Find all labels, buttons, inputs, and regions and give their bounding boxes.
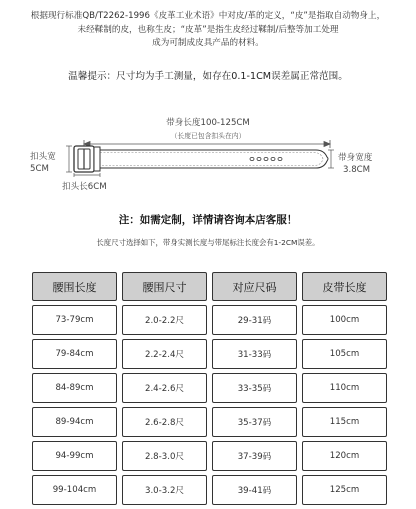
table-row: [32, 407, 387, 437]
table-row: [32, 475, 387, 505]
cell-pant-size: 37-39码: [212, 441, 297, 471]
cell-belt-length: 120cm: [302, 441, 387, 471]
cell-belt-length: 115cm: [302, 407, 387, 437]
header-waist-length: 腰围长度: [32, 272, 117, 301]
cell-waist-size: 3.0-3.2尺: [122, 475, 207, 505]
header-belt-length: 皮带长度: [302, 272, 387, 301]
intro-line-2: 未经鞣制的皮，也称生皮；“皮革”是指生皮经过鞣制/后整等加工处理: [77, 24, 339, 35]
length-dimension-line: [84, 140, 330, 148]
strap-width-value: 3.8CM: [343, 165, 371, 175]
cell-waist-size: 2.6-2.8尺: [122, 407, 207, 437]
cell-pant-size: 39-41码: [212, 475, 297, 505]
header-waist-size: 腰围尺寸: [122, 272, 207, 301]
strap-width-label: 带身宽度: [338, 153, 373, 163]
table-header-row: [32, 272, 387, 301]
buckle-width-dimension: [66, 146, 72, 172]
buckle-length-label: 扣头长6CM: [62, 182, 107, 192]
intro-line-1: 根据现行标准QB/T2262-1996《皮革工业术语》中对皮/革的定义，“皮”是指取自动物身上，: [30, 11, 386, 21]
cell-belt-length: 105cm: [302, 339, 387, 369]
buckle-width-value: 5CM: [30, 164, 49, 174]
cell-belt-length: 110cm: [302, 373, 387, 403]
buckle-icon: [74, 146, 100, 172]
table-row: [32, 305, 387, 335]
cell-waist-length: 94-99cm: [32, 441, 117, 471]
table-row: [32, 339, 387, 369]
strap-width-dimension: [328, 150, 334, 168]
cell-pant-size: 35-37码: [212, 407, 297, 437]
buckle-width-label: 扣头宽: [30, 152, 56, 162]
length-explanation: 长度尺寸选择如下，带身实测长度与带尾标注长度会有1-2CM误差。: [96, 238, 320, 247]
intro-line-3: 成为可制成皮具产品的材料。: [152, 38, 264, 48]
cell-waist-length: 73-79cm: [32, 305, 117, 335]
cell-waist-size: 2.4-2.6尺: [122, 373, 207, 403]
cell-belt-length: 125cm: [302, 475, 387, 505]
cell-pant-size: 29-31码: [212, 305, 297, 335]
belt-length-note: （长度已包含扣头在内）: [170, 132, 246, 140]
table-row: [32, 441, 387, 471]
intro-text: [0, 10, 416, 51]
size-table: [27, 268, 392, 509]
cell-waist-size: 2.8-3.0尺: [122, 441, 207, 471]
measurement-tip: 温馨提示：尺寸均为手工测量，如存在0.1-1CM误差属正常范围。: [68, 71, 348, 82]
header-pant-size: 对应尺码: [212, 272, 297, 301]
custom-order-note: 注：如需定制，详情请咨询本店客服！: [118, 214, 298, 226]
cell-belt-length: 100cm: [302, 305, 387, 335]
cell-waist-length: 79-84cm: [32, 339, 117, 369]
belt-length-label: 带身长度100-125CM: [166, 118, 250, 128]
cell-pant-size: 33-35码: [212, 373, 297, 403]
cell-pant-size: 31-33码: [212, 339, 297, 369]
cell-waist-length: 99-104cm: [32, 475, 117, 505]
buckle-length-dimension: [74, 173, 100, 177]
cell-waist-length: 89-94cm: [32, 407, 117, 437]
cell-waist-length: 84-89cm: [32, 373, 117, 403]
cell-waist-size: 2.2-2.4尺: [122, 339, 207, 369]
cell-waist-size: 2.0-2.2尺: [122, 305, 207, 335]
table-row: [32, 373, 387, 403]
